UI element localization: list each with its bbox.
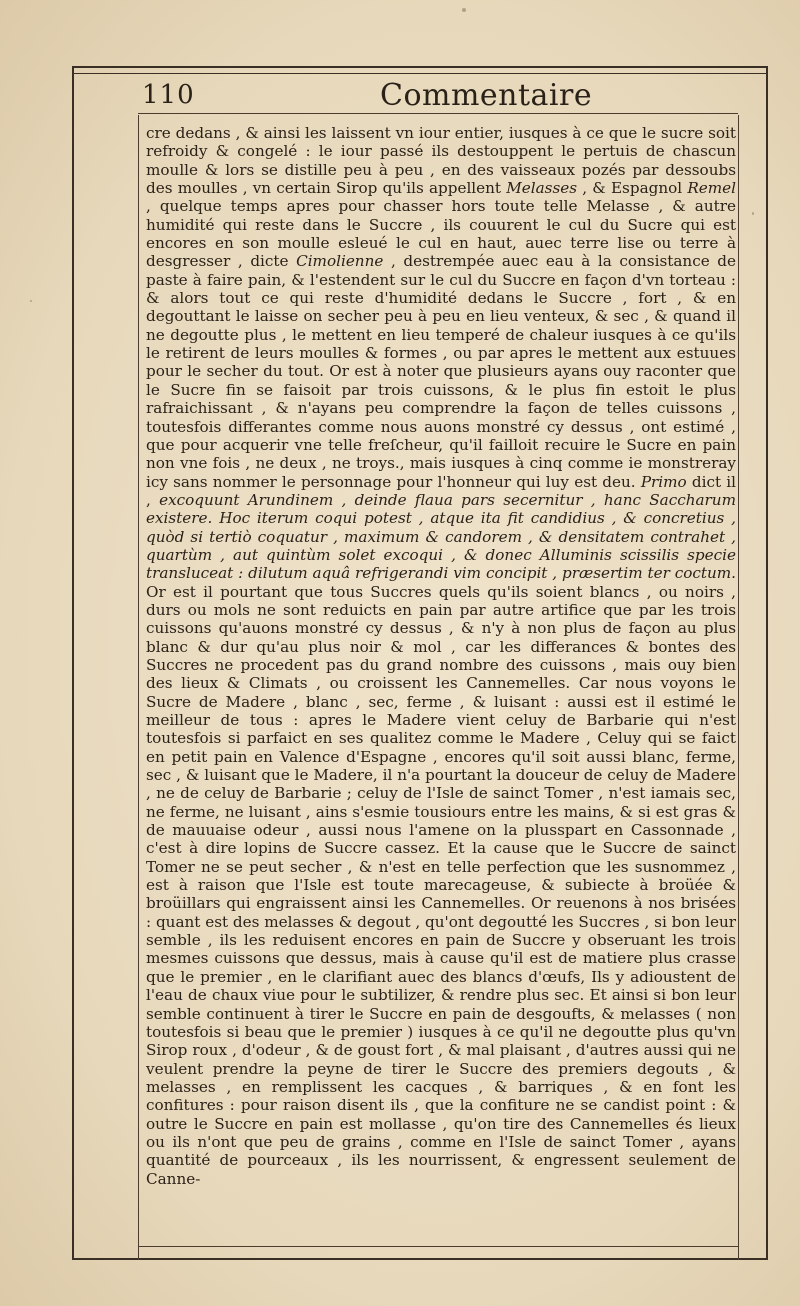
header-rule (138, 113, 738, 114)
frame-bottom-rule (72, 1258, 768, 1260)
running-head: Commentaire (380, 78, 593, 113)
paper-speck (462, 8, 466, 12)
text-segment: dict il , (146, 472, 736, 509)
text-segment: , & Espagnol (577, 179, 688, 198)
text-segment: Or est il pourtant que tous Succres quels qu'ils soient blancs , ou noirs , durs ou mols ne sont reduicts en pain par autre artifice que par les trois cuissons qu'auons monstré cy dessus , & n'y à non plus de façon au plus blanc & dur qu'au plus noir & mol , car les differances & bontes des Succres ne procedent pas du grand nombre des cuissons , mais ouy bien des lieux & Climats , ou croissent les Cannemelles. Car nous voyons le Sucre de Madere , blanc , sec, ferme , & luisant : aussi est il estimé le meilleur de tous : apres le Madere vient celuy de Barbarie qui n'est toutesfois si parfaict en ses qualitez comme le Madere , Celuy qui se faict en petit pain en Valence d'Espagne , encores qu'il soit aussi blanc, ferme, sec , & luisant que le Madere, il n'a pourtant la douceur de celuy de Madere , ne de celuy de Barbarie ; celuy de l'Isle de sainct Tomer , n'est iamais sec, ne ferme, ne luisant , ains s'esmie tousiours entre les mains, & si est gras & de mauuaise odeur , aussi nous l'amene on la plusspart en Cassonnade , c'est à dire lopins de Succre cassez. Et la cause que le Succre de sainct Tomer ne se peut secher , & n'est en telle perfection que les susnommez , est à raison que l'Isle est toute marecageuse, & subiecte à broüée & broüillars qui engraissent ainsi les Cannemelles. Or reuenons à nos brisées : quant est des melasses & degout , qu'ont degoutté les Succres , si bon leur semble , ils les reduisent encores en pain de Succre y obseruant les trois mesmes cuissons que dessus, mais à cause qu'il est de matiere plus crasse que le premier , en le clarifiant auec des blancs d'œufs, Ils y adioustent de l'eau de chaux viue pour le subtilizer, & rendre plus sec. Et ainsi si bon leur semble continuent à tirer le Succre en pain de desgoufts, & melasses ( non toutesfois si beau que le premier ) iusques à ce qu'il ne degoutte plus qu'vn Sirop roux , d'odeur , & de goust fort , & mal plaisant , d'autres aussi qui ne veulent prendre la peyne de tirer le Succre des premiers degouts , & melasses , en remplissent les cacques , & barriques , & en font les confitures : pour raison disent ils , que la confiture ne se candist point : & outre le Succre en pain est mollasse , qu'on tire des Cannemelles és lieux ou ils n'ont que peu de grains , comme en l'Isle de sainct Tomer , ayans quantité de pourceaux , ils les nourrissent, & engressent seulement de Canne- (146, 582, 736, 1188)
text-segment: , quelque temps apres pour chasser hors toute telle Melasse , & autre humidité qui reste dans le Succre , ils couurent le cul du Sucre qui est encores en son moulle esleué le cul en haut, auec terre lise ou terre à desgresser , dicte (146, 197, 736, 271)
column-right-rule (738, 115, 739, 1260)
footer-rule (138, 1246, 738, 1247)
italic-text-segment: Melasses (506, 179, 578, 198)
page-number: 110 (142, 80, 195, 110)
italic-text-segment: Primo (640, 472, 687, 491)
frame-left-rule (72, 66, 74, 1260)
body-paragraph (146, 124, 736, 1188)
italic-text-segment: excoquunt Arundinem , deinde flaua pars secernitur , hanc Saccharum existere. Hoc iterum coqui potest , atque ita fit candidius , & concretius , quòd si tertiò coquatur , maximum & candorem , & densitatem contrahet , quartùm , aut quintùm solet excoqui , & donec Alluminis scissilis specie transluceat : dilutum aquâ refrigerandi vim concipit , præsertim ter coctum. (146, 490, 736, 583)
italic-text-segment: Remel (687, 179, 736, 198)
frame-right-rule (766, 66, 768, 1260)
paper-speck (30, 300, 32, 302)
text-segment: , destrempée auec eau à la consistance de paste à faire pain, & l'estendent sur le cul du Succre en façon d'vn torteau : & alors tout ce qui reste d'humidité dedans le Succre , fort , & en degouttant le laisse on secher peu à peu en lieu venteux, & sec , & quand il ne degoutte plus , le mettent en lieu temperé de chaleur iusques à ce qu'ils le retirent de leurs moulles & formes , ou par apres le mettent aux estuues pour le secher du tout. Or est à noter que plusieurs ayans ouy raconter que le Sucre fin se faisoit par trois cuissons, & le plus fin estoit le plus rafraichissant , & n'ayans peu comprendre la façon de telles cuissons , toutesfois differantes comme nous auons monstré cy dessus , ont estimé , que pour acquerir vne telle freſcheur, qu'il failloit recuire le Sucre en pain non vne fois , ne deux , ne troys., mais iusques à cinq comme ie monstreray icy sans nommer le personnage pour l'honneur qui luy est deu. (146, 252, 736, 491)
paper-speck (752, 212, 754, 215)
frame-top-rule (72, 66, 768, 68)
frame-top-rule-secondary (72, 73, 768, 74)
text-segment: cre dedans , & ainsi les laissent vn iour entier, iusques à ce que le sucre soit refroidy & congelé : le iour passé ils destouppent le pertuis de chascun moulle & lors se distille peu à peu , en des vaisseaux pozés par dessoubs des moulles , vn certain Sirop qu'ils appellent (146, 124, 736, 198)
column-left-rule (138, 115, 139, 1260)
body-text (146, 124, 736, 1242)
italic-text-segment: Cimolienne (296, 252, 384, 271)
